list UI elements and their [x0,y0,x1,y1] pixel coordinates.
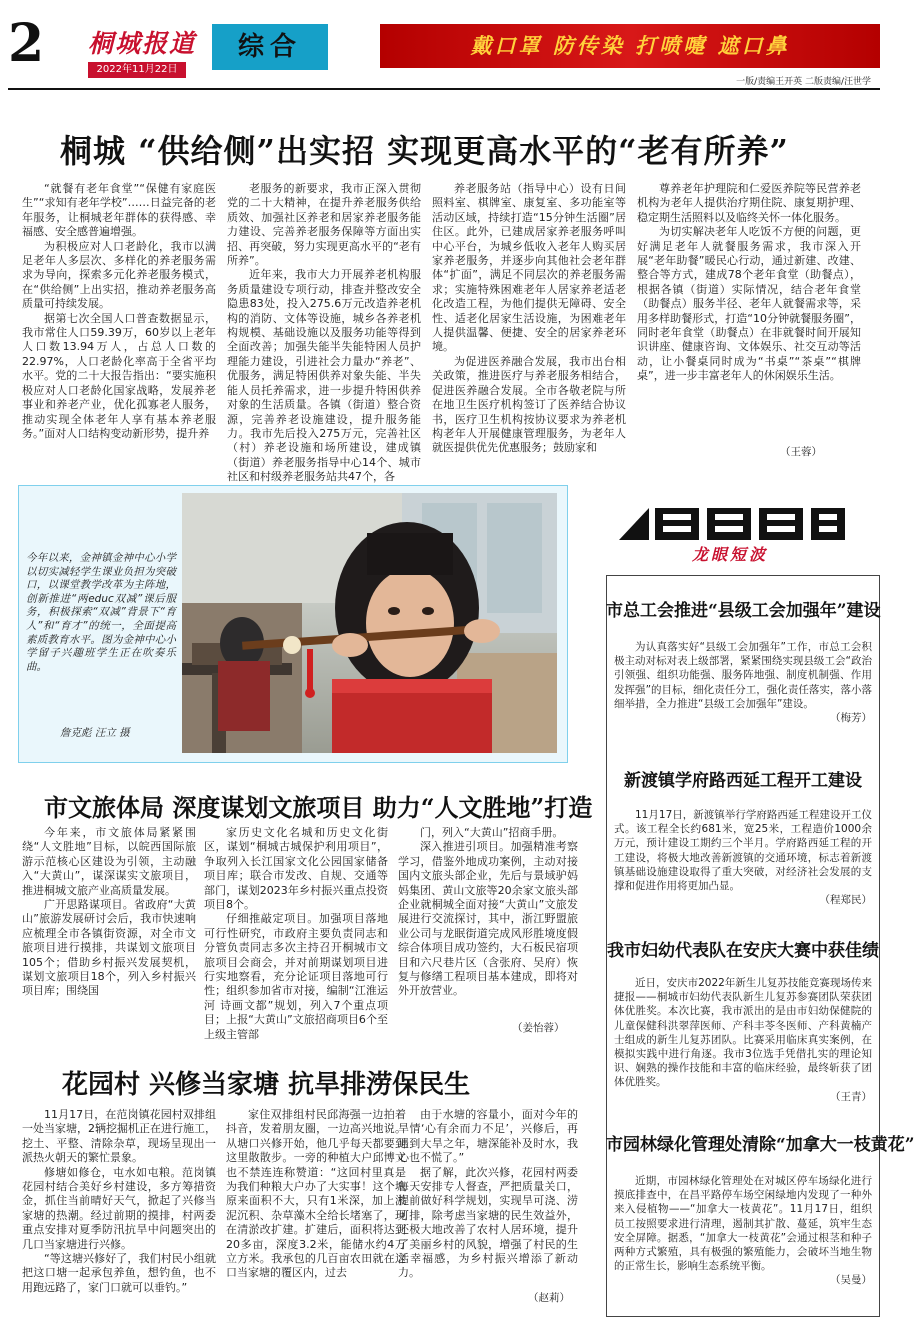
slogan-banner: 戴口罩 防传染 打喷嚏 遮口鼻 [380,24,880,68]
newspaper-logo: 桐城报道 [88,29,197,58]
news-author: （王青） [830,1090,872,1103]
article1-column-2 [227,182,421,484]
article3-column-1 [22,1108,216,1316]
article3-title: 花园村 兴修当家塘 抗旱排涝保民生 [62,1070,471,1100]
paragraph: 为促进医养融合发展，我市出台相关政策，推进医疗与养老服务相结合，促进医养融合发展。全市各敬老院与所在地卫生医疗机构签订了医养结合协议书，医疗卫生机构按协议要求为养老机构老年人开展健康管理服务，为老年人就医提供优先优惠服务；鼓励家和 [432,354,626,455]
article2-column-3 [398,826,578,1020]
news-author: （程郑民） [819,894,872,907]
paragraph: 老服务的新要求，我市正深入贯彻党的二十大精神，在提升养老服务供给质效、加强社区养老和居家养老服务能力建设、完善养老服务保障等方面出实招、再突破，努力实现更高水平的“老有所养”。 [227,182,421,268]
short-news-2-title: 新渡镇学府路西延工程开工建设 [624,771,862,791]
paragraph: 为认真落实好“县级工会加强年”工作，市总工会积极主动对标对表上级部署，紧紧围绕实现县级工会“政治引领强、组织功能强、服务阵地强、制度机制强、作用发挥强”的目标，细化责任分工，强化责任落实，落小落细举措，全力推进“县级工会加强年”建设。 [614,641,872,710]
paragraph: 据了解，此次兴修，花园村两委每天安排专人督查，严把质量关口，提前做好科学规划，实现旱可浇、涝可排，除考虑当家塘的民生效益外，还极大地改善了农村人居环境，提升了美丽乡村的风貌，增强了村民的生活幸福感，为乡村振兴增添了新动力。 [398,1165,578,1280]
paragraph: 为积极应对人口老龄化，我市以满足老年人多层次、多样化的养老服务需求为导向，探索多元化养老服务模式，在“供给侧”上出实招，推动养老服务高质量可持续发展。 [22,239,216,311]
paragraph: 由于水塘的容量小，面对今年的旱情‘心有余而力不足’，兴修后，再遇到大旱之年，塘深能补及时水，我心也不慌了。” [398,1108,578,1165]
article1-column-3 [432,182,626,462]
short-news-1-body [614,640,872,750]
news-photo [182,493,557,753]
article3-column-2 [226,1108,406,1316]
masthead-divider [8,88,880,90]
paragraph: 门，列入“大黄山”招商手册。 [420,826,564,839]
article2-column-1 [22,826,196,1034]
article2-column-2 [204,826,388,1041]
short-news-4-title: 市园林绿化管理处清除“加拿大一枝黄花” [606,1135,915,1155]
paragraph: 家历史文化名城和历史文化街区，谋划“桐城古城保护利用项目”，争取列入长江国家文化公园国家储备项目库；联合市发改、自规、交通等部门，谋划2023年乡村振兴重点投资项目8个。 [204,826,388,912]
short-news-3-title: 我市妇幼代表队在安庆大赛中获佳绩 [607,941,879,961]
paragraph: 家住双排组村民邱海强一边拍着抖音，发着朋友圈，一边高兴地说。从塘口兴修开始，他几乎每天都要到这里散散步。一旁的种植大户邱博文也不禁连连称赞道：“这回村里真是为我们种粮大户办了大实事！这个塘原来面积不大，只有1米深，加上淤泥沉积、杂草藻木全给长堵塞了，现在清淤改扩建。扩建后，面积将达到20多亩，深度3.2米，能储水约4万立方米。我承包的几百亩农田就在这口当家塘的覆区内，过去 [226,1108,406,1280]
paragraph: 养老服务站（指导中心）设有日间照料室、棋牌室、康复室、多功能室等活动区域，持续打造“15分钟生活圈”居住区。此外，已建成居家养老服务呼叫中心平台，为城乡低收入老年人购买居家养老服务，并逐步向其他社会老年群体“扩面”，满足不同层次的养老服务需求；实施特殊困难老年人居家养老适老化改造工程，为他们提供无障碍、安全性、适老化居家生活设施，为困难老年人提供温馨、便捷、安全的居家养老环境。 [432,182,626,354]
paragraph: 近期，市园林绿化管理处在对城区停车场绿化进行摸底排查中，在昌平路停车场空闲绿地内发现了一种外来入侵植物——“加拿大一枝黄花”。11月17日，组织员工按照要求进行清理，遏制其扩散、蔓延，筑牢生态安全屏障。据悉，“加拿大一枝黄花”会通过根茎和种子两种方式繁殖，具有极强的繁殖能力，会破坏当地生物的正常生长，影响生态系统平衡。 [614,1175,872,1273]
short-news-3-body [614,976,872,1116]
article1-column-1 [22,182,216,462]
short-news-banner-subtitle: 龙眼短波 [692,545,769,564]
photo-credit: 詹克彪 汪立 摄 [60,727,130,739]
article2-author: （姜怡蓉） [512,1022,565,1034]
short-news-2-body [614,808,872,918]
paragraph: 11月17日，在范岗镇花园村双排组一处当家塘，2辆挖掘机正在进行施工，挖土、平整、清除杂草，现场呈现出一派热火朝天的繁忙景象。 [22,1108,216,1165]
paragraph: 仔细推敲定项目。加强项目落地可行性研究，市政府主要负责同志和分管负责同志多次主持召开桐城市文旅项目会商会，并对前期谋划项目进行实地察看，充分论证项目落地可行性；组织参加省市对接，编制“江淮运河 诗画文都”规划，列入7个重点项目；上报“大黄山”文旅招商项目6个至上级主管部 [204,912,388,1041]
article2-title: 市文旅体局 深度谋划文旅项目 助力“人文胜地”打造 [44,793,593,822]
paragraph: 据第七次全国人口普查数据显示，我市常住人口59.39万，60岁以上老年人口数13.94万人，占总人口数的22.97%，人口老龄化率高于全省平均水平。党的二十大报告指出：“要实施积极应对人口老龄化国家战略，发展养老事业和养老产业，优化孤寡老人服务，推动实现全体老年人享有基本养老服务。”面对人口结构变动新形势，提升养 [22,311,216,440]
paragraph: 为切实解决老年人吃饭不方便的问题，更好满足老年人就餐服务需求，我市深入开展“老年助餐”暖民心行动，通过新建、改建、整合等方式，建成78个老年食堂（助餐点），根据各镇（街道）实际情况，结合老年食堂（助餐点）服务半径、老年人就餐需求等，采用多样助餐形式，打造“10分钟就餐服务圈”，同时老年食堂（助餐点）在非就餐时间开展知识讲座、健康咨询、文体娱乐、社交互动等活动，让小餐桌同时成为“书桌”“茶桌”“棋牌桌”，进一步丰富老年人的休闲娱乐生活。 [637,225,861,383]
article3-author: （赵莉） [528,1292,570,1304]
paragraph: 近年来，我市大力开展养老机构服务质量建设专项行动，排查并整改安全隐患83处，投入275.6万元改造养老机构的消防、文体等设施，城乡各养老机构规模、基础设施以及服务功能等得到全面改善；加强失能半失能特困人员护理能力建设，引进社会力量办“养老”、优服务，满足特困供养对象失能、半失能人员托养需求，进一步提升特困供养对象的生活质量。各镇（街道）整合资源，完善养老设施建设，提升服务能力。我市先后投入275万元，完善社区（村）养老设施和场所建设，建成镇（街道）养老服务指导中心14个、城市社区和村级养老服务站共47个，各 [227,268,421,484]
article1-column-4 [637,182,861,432]
news-author: （吴曼） [830,1274,872,1287]
paragraph: 修塘如修仓，屯水如屯粮。范岗镇花园村结合美好乡村建设，多方筹措资金，抓住当前晴好天气，掀起了兴修当家塘的热潮。经过前期的摸排，村两委重点安排对夏季防汛抗旱中问题突出的几口当家塘进行兴修。 [22,1165,216,1251]
paragraph: 11月17日，新渡镇举行学府路西延工程建设开工仪式。该工程全长约681米，宽25米，工程造价1000余万元，预计建设工期约三个半月。学府路西延工程的开工建设，将极大地改善新渡镇的交通环境，标志着新渡镇基础设施建设取得了重大突破，对经济社会发展的支撑和促进作用将更加凸显。 [614,809,872,893]
section-label: 综合 [212,24,328,70]
paragraph: “就餐有老年食堂”“保健有家庭医生”“求知有老年学校”……日益完备的老年服务，让桐城老年群体的获得感、幸福感、安全感普遍增强。 [22,182,216,239]
article3-column-3 [398,1108,578,1298]
short-news-4-body [614,1174,872,1304]
article1-title: 桐城 “供给侧”出实招 实现更高水平的“老有所养” [60,132,789,170]
short-news-1-title: 市总工会推进“县级工会加强年”建设 [606,601,881,621]
news-author: （梅芳） [830,712,872,725]
editors-line: 一版/责编王开英 二版责编/汪世学 [736,77,871,87]
article1-author: （王蓉） [780,446,822,458]
paragraph: 深入推进引项目。加强精准考察学习，借鉴外地成功案例，主动对接国内文旅头部企业，先后与景域驴妈妈集团、黄山文旅等20余家文旅头部企业就桐城全面对接“大黄山”文旅发展进行交流探讨，其中，浙江野盟旅业公司与龙眠街道完成风形胜境度假综合体项目成功签约，大石板民宿项目和六尺巷片区（含张府、吴府）恢复与修缮工程项目基本建成，即将对外开放营业。 [398,840,578,998]
paragraph: 广开思路谋项目。省政府“大黄山”旅游发展研讨会后，我市快速响应梳理全市各镇街资源，对全市文旅项目进行摸排，共谋划文旅项目105个；借助乡村振兴发展契机，谋划文旅项目18个，列入乡村振兴项目库；围绕国 [22,898,196,998]
paragraph: “等这塘兴修好了，我们村民小组就把这口塘一起承包养鱼，想钓鱼，也不用跑远路了，家门口就可以垂钓。” [22,1252,216,1294]
photo-caption: 今年以来，金神镇金神中心小学以切实减轻学生课业负担为突破口，以课堂教学改革为主阵地，创新推进“两educ双减”课后服务，积极探索“双减”背景下“育人”和“育才”的统一，全面提高素质教育水平。图为金神中心小学留子兴趣班学生正在吹奏乐曲。 [26,552,176,673]
paragraph: 尊养老年护理院和仁爱医养院等民营养老机构为老年人提供治疗期住院、康复期护理、稳定期生活照料以及临终关怀一体化服务。 [637,182,861,224]
photo-illustration [182,493,557,753]
page-number: 2 [8,13,45,74]
issue-date: 2022年11月22日 [88,62,186,78]
paragraph: 今年来，市文旅体局紧紧围绕“人文胜地”目标，以皖西国际旅游示范核心区建设为引领，主动融入“大黄山”，谋深谋实文旅项目，推进桐城文旅产业高质量发展。 [22,826,196,897]
paragraph: 近日，安庆市2022年新生儿复苏技能竞赛现场传来捷报——桐城市妇幼代表队新生儿复苏参赛团队荣获团体优胜奖。本次比赛，我市派出的是由市妇幼保健院的儿童保健科洪翠萍医师、产科丰苓冬医师、产科黄楠产士组成的新生儿复苏团队。比赛采用临床真实案例，在模拟实践中进行角逐。我市3位选手凭借扎实的理论知识、娴熟的操作技能和丰富的临床经验，最终斩获了团体优胜奖。 [614,977,872,1089]
